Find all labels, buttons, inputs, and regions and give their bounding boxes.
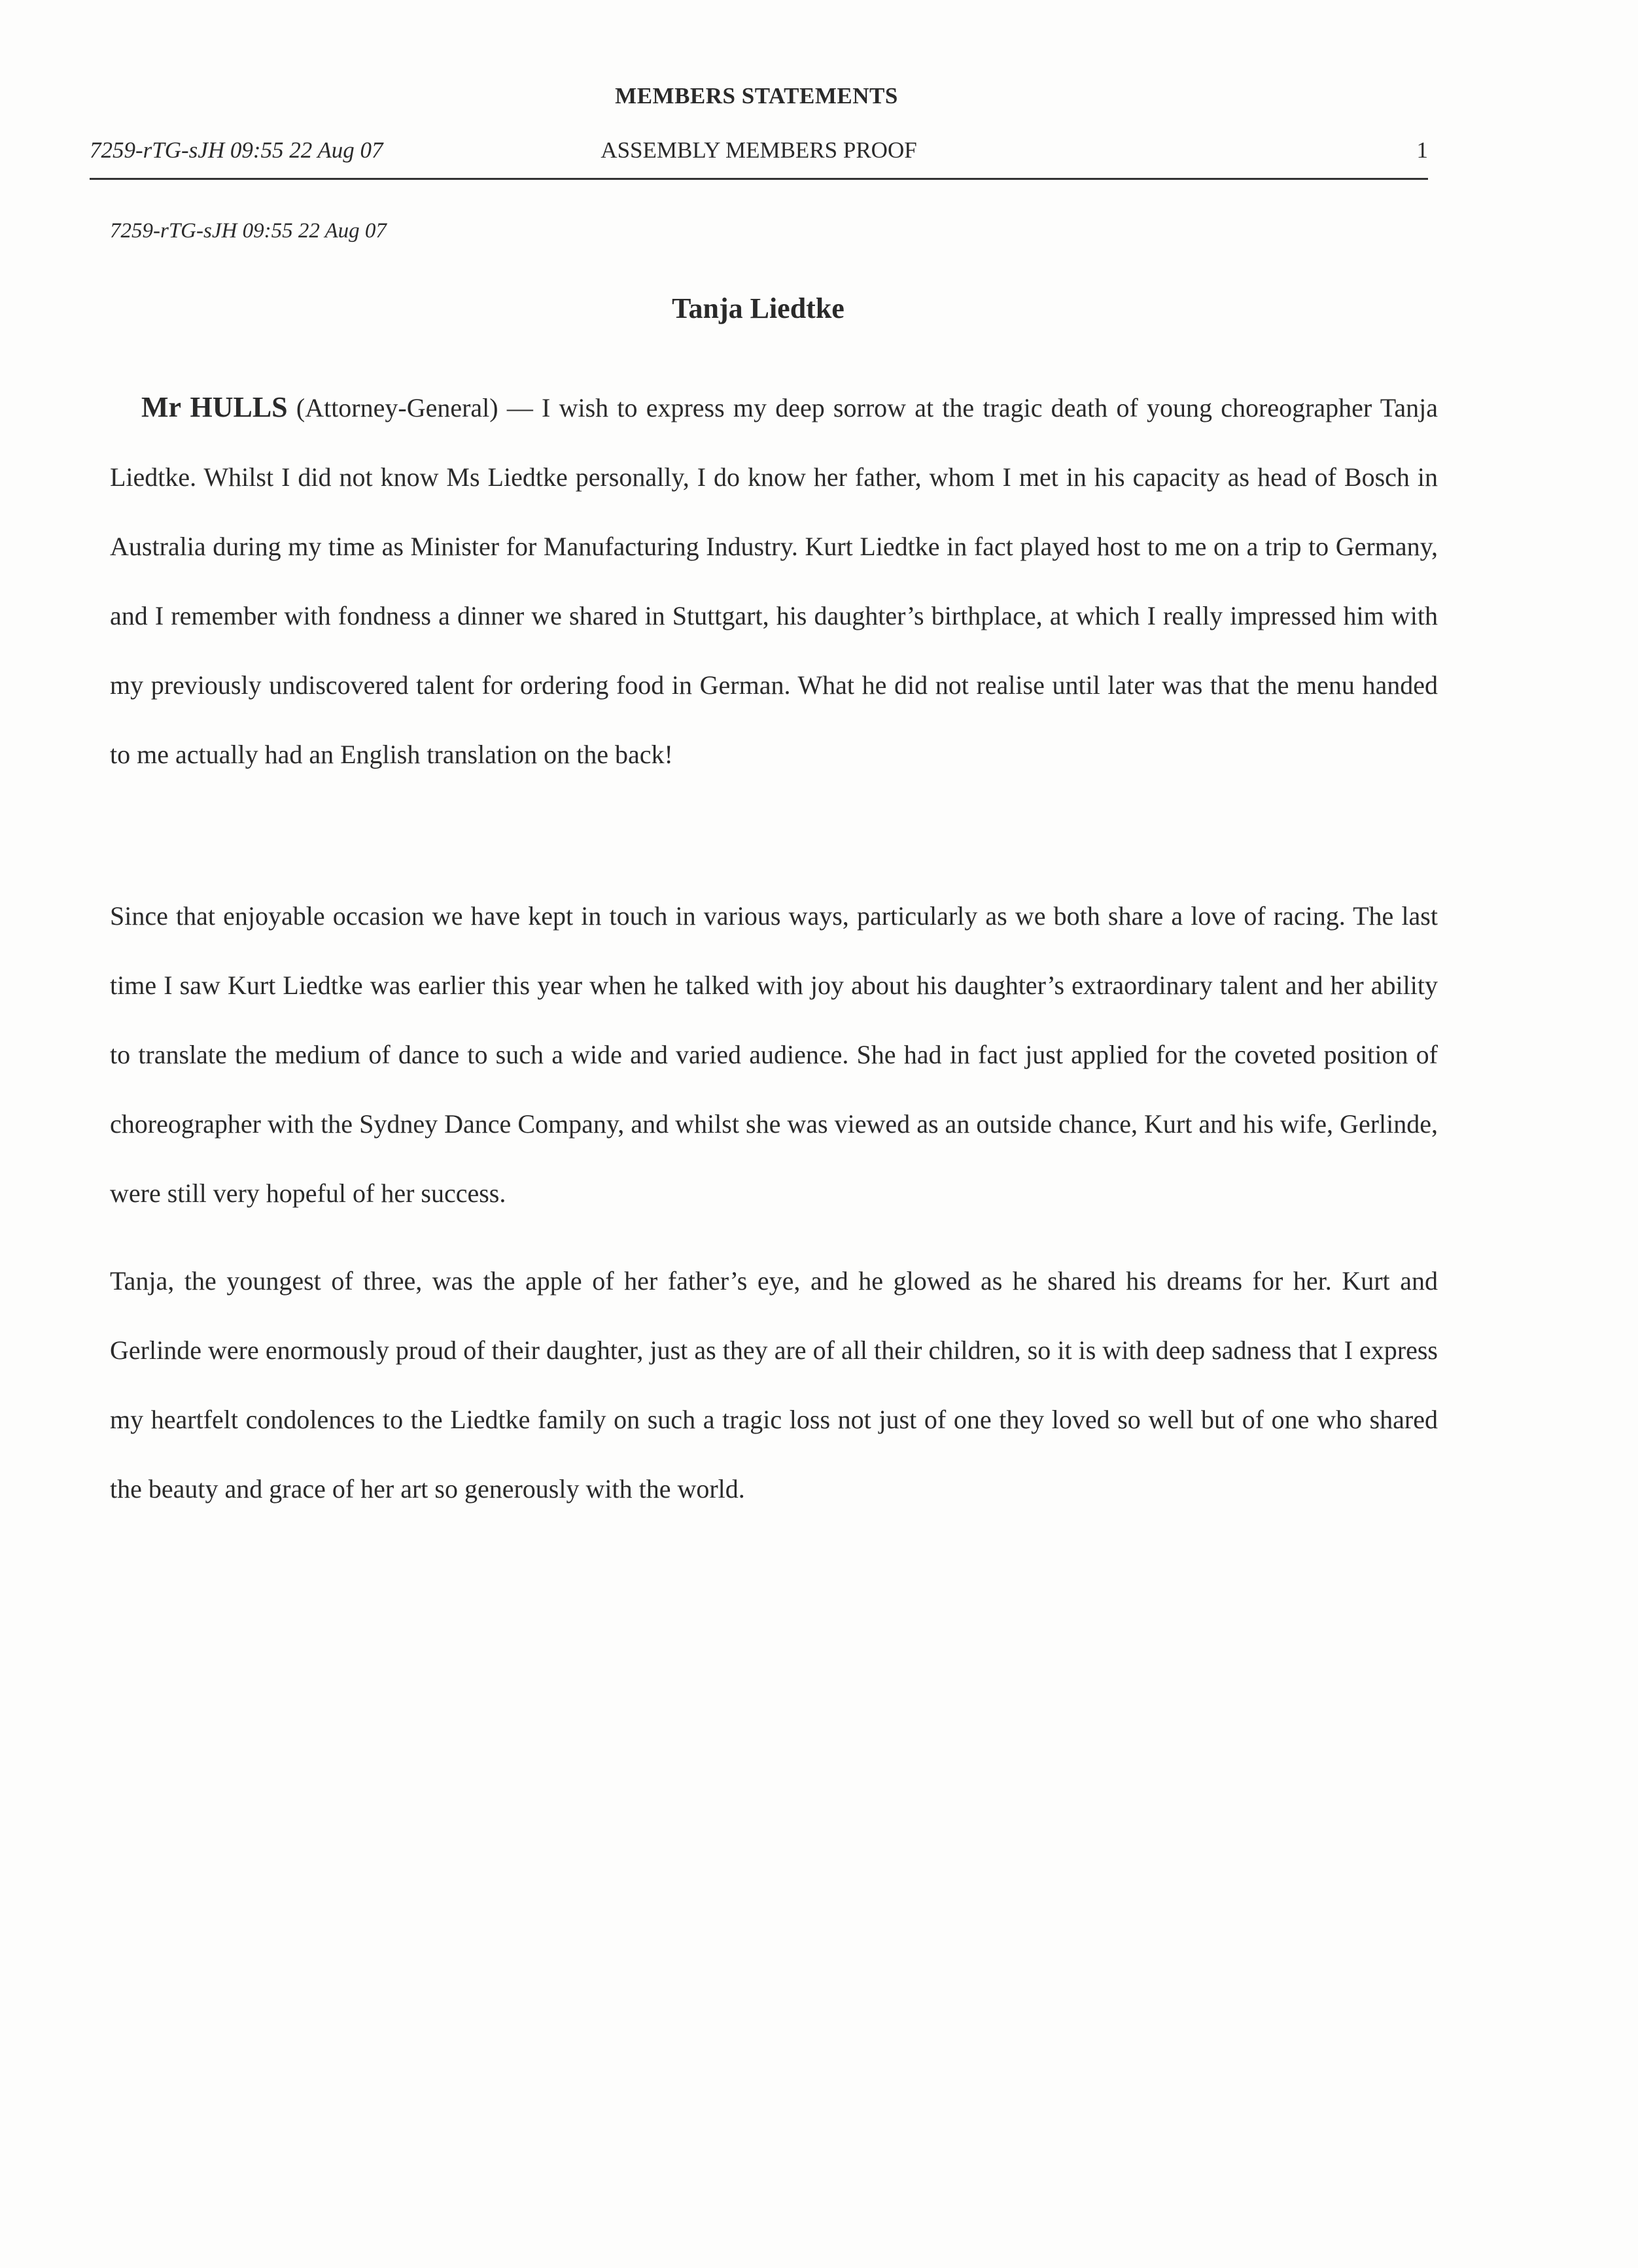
page-number: 1 — [1416, 137, 1428, 163]
paragraph-2: Since that enjoyable occasion we have kept in touch in various ways, particularly as we both share a love of racing. The last time I saw Kurt Liedtke was earlier this year when he talked with joy about his daughter’s extraordinary talent and her ability to translate the medium of dance to such a wide and varied audience. She had in fact just applied for the coveted position of choreographer with the Sydney Dance Company, and whilst she was viewed as an outside chance, Kurt and his wife, Gerlinde, were still very hopeful of her success. — [110, 901, 1438, 1208]
header-rule — [90, 178, 1428, 180]
paragraph-1-text: — I wish to express my deep sorrow at the tragic death of young choreographer Tanja Liedtke. Whilst I did not know Ms Liedtke personally, I do know her father, whom I met in his capacity as head of Bosch in Australia during my time as Minister for Manufacturing Industry. Kurt Liedtke in fact played host to me on a trip to Germany, and I remember with fondness a dinner we shared in Stuttgart, his daughter’s birthplace, at which I really impressed him with my previously undiscovered talent for ordering food in German. What he did not realise until later was that the menu handed to me actually had an English translation on the back! — [110, 393, 1438, 769]
running-header — [90, 137, 1428, 170]
header-proof-label: ASSEMBLY MEMBERS PROOF — [601, 137, 917, 163]
job-stamp: 7259-rTG-sJH 09:55 22 Aug 07 — [110, 219, 387, 243]
header-job-reference: 7259-rTG-sJH 09:55 22 Aug 07 — [90, 137, 383, 163]
speaker-name: Mr HULLS — [141, 391, 288, 423]
section-heading: MEMBERS STATEMENTS — [615, 83, 898, 109]
statement-title: Tanja Liedtke — [672, 292, 845, 324]
paragraph-1 — [110, 373, 1438, 789]
paragraph-3: Tanja, the youngest of three, was the apple of her father’s eye, and he glowed as he shared his dreams for her. Kurt and Gerlinde were enormously proud of their daughter, just as they are of all their children, so it is with deep sadness that I express my heartfelt condolences to the Liedtke family on such a tragic loss not just of one they loved so well but of one who shared the beauty and grace of her art so generously with the world. — [110, 1266, 1438, 1503]
speaker-role: (Attorney-General) — [296, 393, 498, 422]
